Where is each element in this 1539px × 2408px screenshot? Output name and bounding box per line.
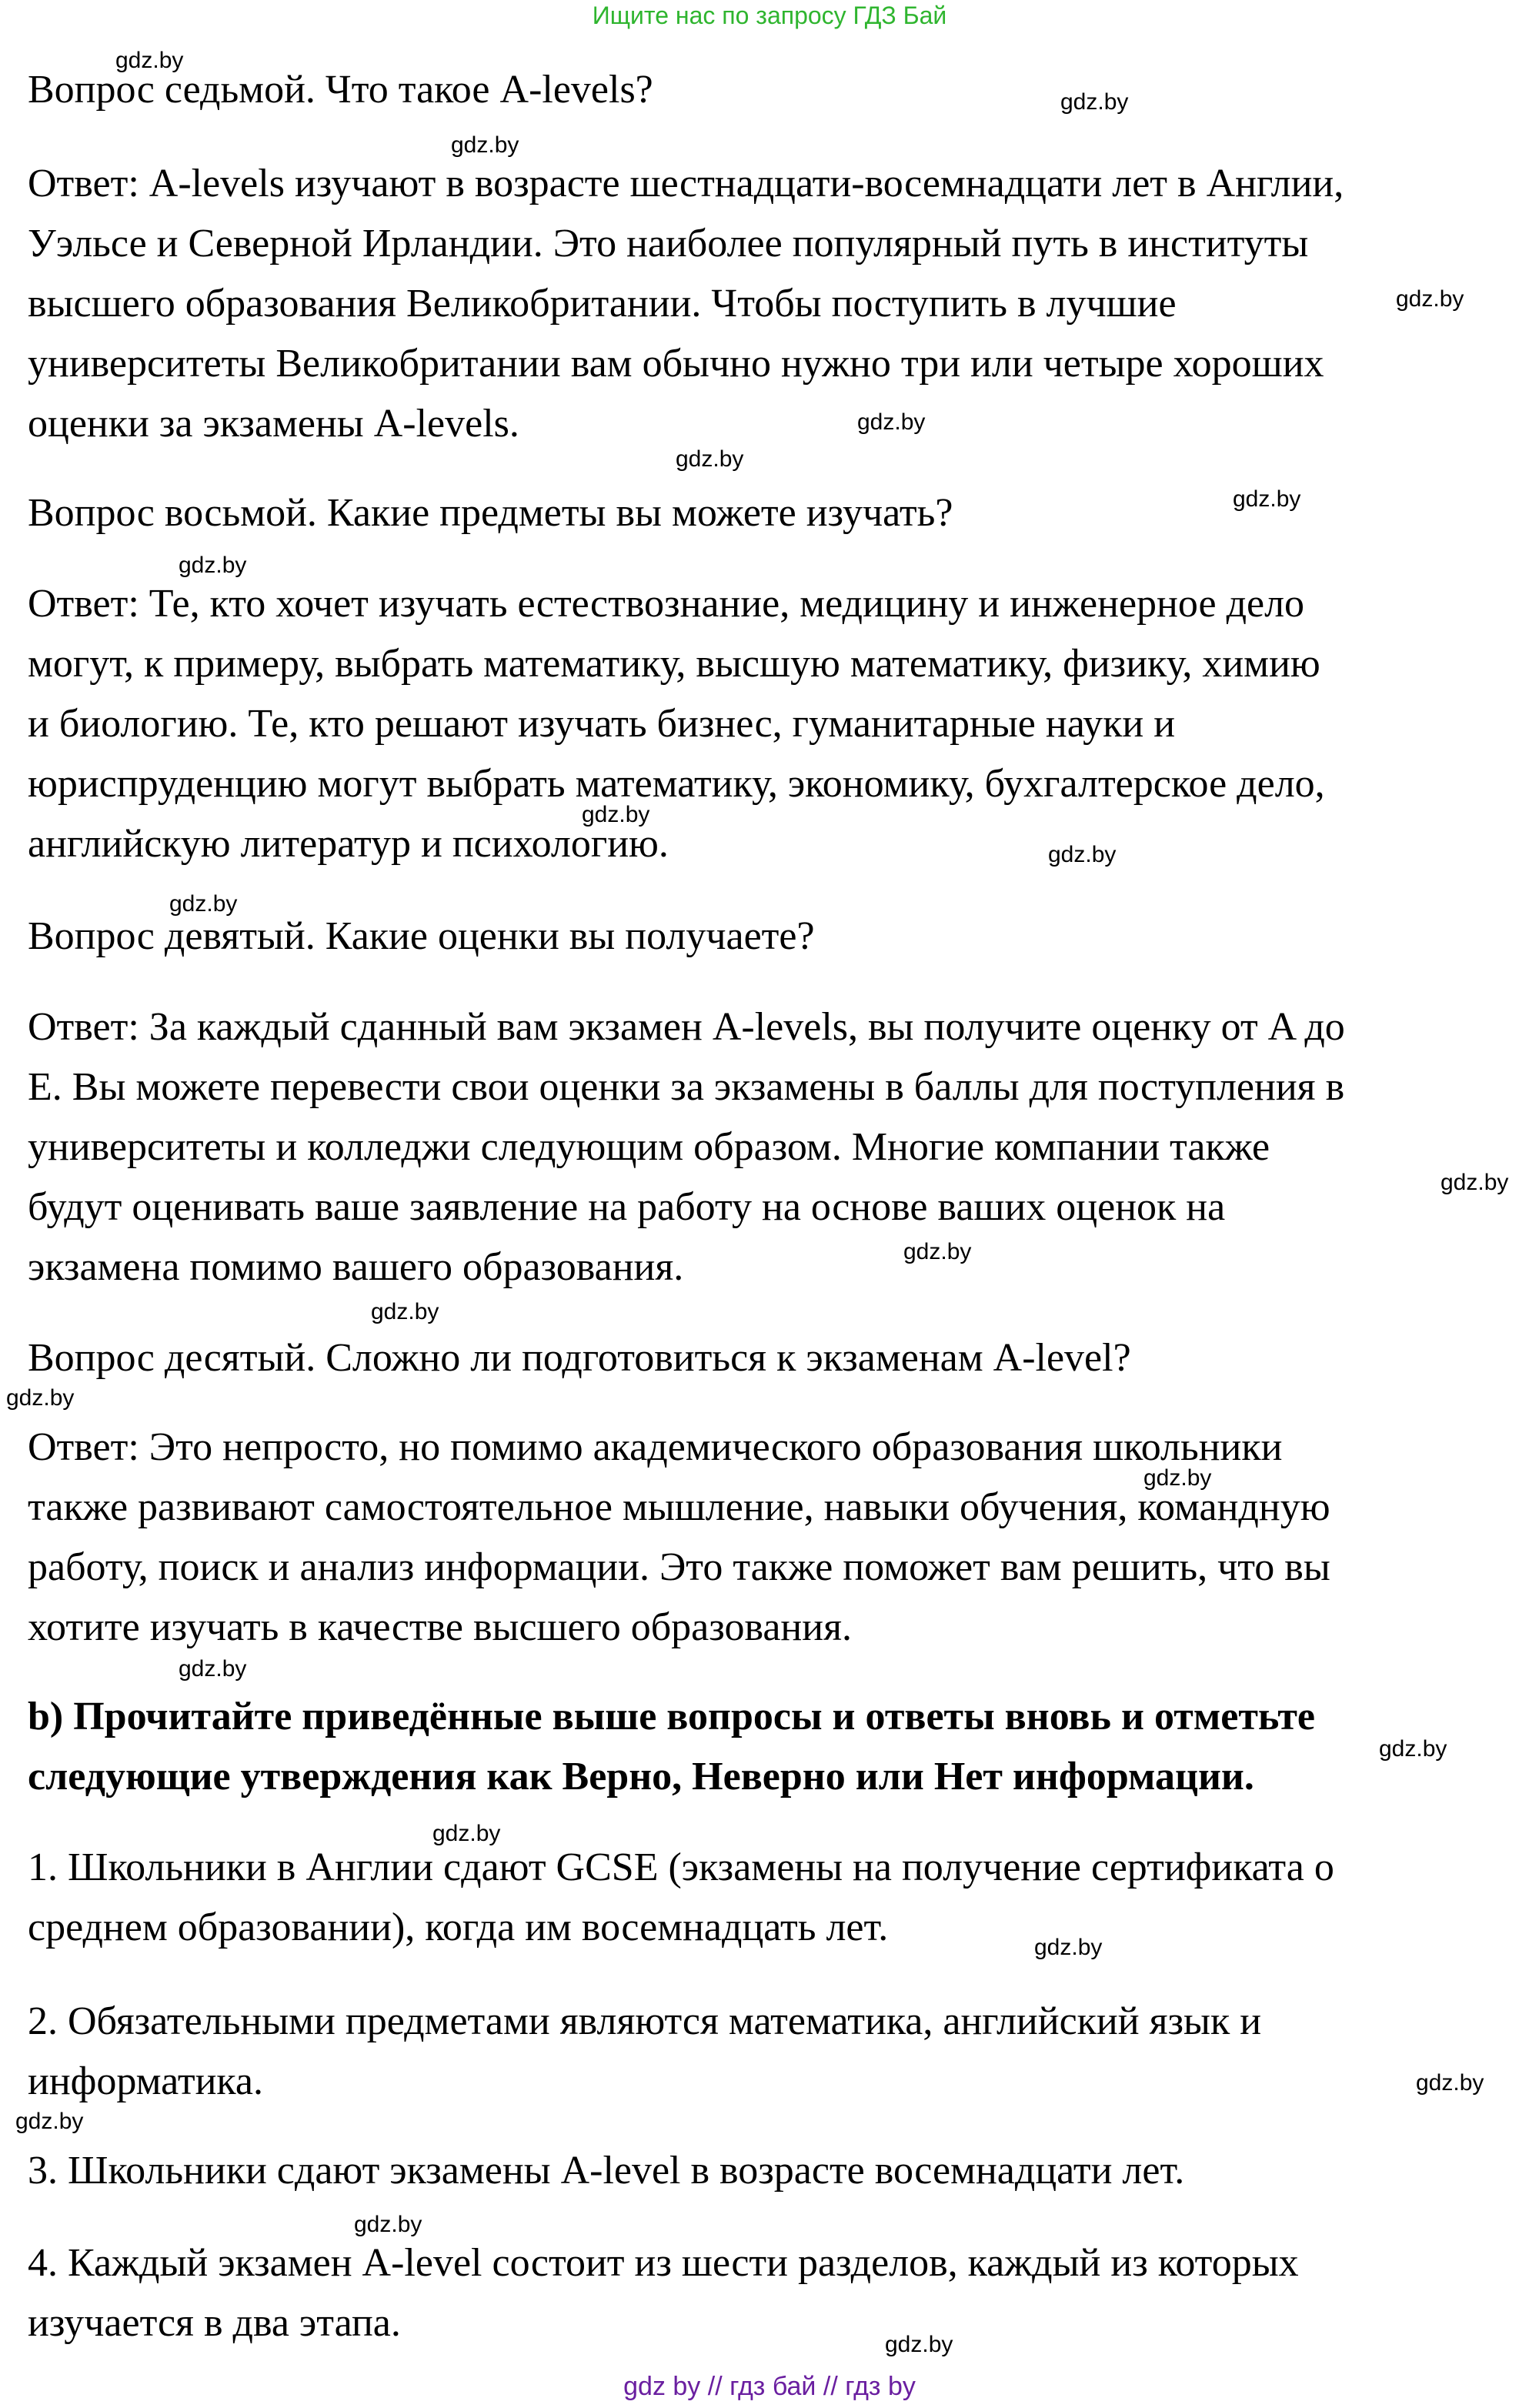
text-line: могут, к примеру, выбрать математику, высшую математику, физику, химию: [28, 642, 1320, 686]
answer-7: [28, 154, 1524, 454]
answer-10: [28, 1418, 1524, 1658]
text-line: Вопрос восьмой. Какие предметы вы можете изучать?: [28, 491, 953, 535]
footer-links[interactable]: gdz by // гдз бай // гдз by: [623, 2372, 916, 2401]
text-line: университеты и колледжи следующим образом. Многие компании также: [28, 1125, 1270, 1169]
text-line: информатика.: [28, 2059, 263, 2103]
text-line: Ответ: Те, кто хочет изучать естествознание, медицину и инженерное дело: [28, 582, 1305, 626]
watermark: gdz.by: [169, 891, 238, 917]
text-line: английскую литератур и психологию.: [28, 822, 669, 866]
watermark: gdz.by: [1060, 89, 1129, 115]
watermark: gdz.by: [1034, 1935, 1103, 1960]
text-line: Ответ: За каждый сданный вам экзамен A-levels, вы получите оценку от A до: [28, 1005, 1345, 1049]
text-line: 3. Школьники сдают экзамены A-level в возрасте восемнадцати лет.: [28, 2149, 1185, 2193]
text-line: работу, поиск и анализ информации. Это также поможет вам решить, что вы: [28, 1545, 1330, 1589]
watermark: gdz.by: [354, 2212, 422, 2237]
statement-1: [28, 1838, 1524, 1958]
question-7: [28, 60, 1524, 120]
text-line: E. Вы можете перевести свои оценки за экзамены в баллы для поступления в: [28, 1065, 1345, 1109]
watermark: gdz.by: [1233, 486, 1301, 512]
statement-4: [28, 2233, 1524, 2353]
text-line: Вопрос седьмой. Что такое A-levels?: [28, 68, 653, 112]
text-line: изучается в два этапа.: [28, 2301, 401, 2345]
watermark: gdz.by: [885, 2332, 953, 2357]
text-line: Ответ: A-levels изучают в возрасте шестнадцати-восемнадцати лет в Англии,: [28, 162, 1344, 205]
question-9: [28, 907, 1524, 967]
text-line: 2. Обязательными предметами являются математика, английский язык и: [28, 1999, 1262, 2043]
statement-2: [28, 1992, 1524, 2112]
header-search-link[interactable]: Ищите нас по запросу ГДЗ Бай: [592, 2, 947, 29]
watermark: gdz.by: [857, 409, 926, 435]
text-line: юриспруденцию могут выбрать математику, экономику, бухгалтерское дело,: [28, 762, 1325, 806]
text-line: и биологию. Те, кто решают изучать бизнес, гуманитарные науки и: [28, 702, 1176, 746]
watermark: gdz.by: [179, 1656, 247, 1682]
text-line: оценки за экзамены A-levels.: [28, 402, 519, 446]
text-line: Ответ: Это непросто, но помимо академического образования школьники: [28, 1425, 1283, 1469]
task-b-instruction: [28, 1687, 1524, 1807]
watermark: gdz.by: [451, 132, 519, 158]
watermark: gdz.by: [1416, 2070, 1484, 2096]
watermark: gdz.by: [582, 802, 650, 827]
watermark: gdz.by: [1396, 286, 1464, 312]
answer-8: [28, 574, 1524, 874]
watermark: gdz.by: [676, 446, 744, 472]
text-line: высшего образования Великобритании. Чтобы поступить в лучшие: [28, 282, 1177, 326]
watermark: gdz.by: [15, 2109, 84, 2134]
text-line: 4. Каждый экзамен A-level состоит из шести разделов, каждый из которых: [28, 2241, 1299, 2285]
text-line: экзамена помимо вашего образования.: [28, 1245, 684, 1289]
watermark: gdz.by: [432, 1821, 501, 1846]
question-10: [28, 1328, 1524, 1388]
watermark: gdz.by: [1379, 1736, 1447, 1762]
text-line: среднем образовании), когда им восемнадцать лет.: [28, 1905, 889, 1949]
statement-3: [28, 2141, 1524, 2201]
watermark: gdz.by: [903, 1239, 972, 1264]
text-line: 1. Школьники в Англии сдают GCSE (экзамены на получение сертификата о: [28, 1845, 1334, 1889]
text-line: Уэльсе и Северной Ирландии. Это наиболее популярный путь в институты: [28, 222, 1309, 266]
text-line: Вопрос десятый. Сложно ли подготовиться к экзаменам A-level?: [28, 1336, 1131, 1380]
watermark: gdz.by: [6, 1385, 75, 1411]
text-line: также развивают самостоятельное мышление, навыки обучения, командную: [28, 1485, 1330, 1529]
answer-9: [28, 997, 1524, 1298]
watermark: gdz.by: [1441, 1170, 1509, 1195]
text-line: b) Прочитайте приведённые выше вопросы и ответы вновь и отметьте: [28, 1695, 1316, 1738]
text-line: хотите изучать в качестве высшего образования.: [28, 1605, 853, 1649]
text-line: будут оценивать ваше заявление на работу на основе ваших оценок на: [28, 1185, 1226, 1229]
text-line: следующие утверждения как Верно, Неверно или Нет информации.: [28, 1755, 1254, 1798]
watermark: gdz.by: [1143, 1465, 1212, 1491]
watermark: gdz.by: [179, 553, 247, 578]
watermark: gdz.by: [371, 1299, 439, 1324]
text-line: Вопрос девятый. Какие оценки вы получаете?: [28, 914, 815, 958]
watermark: gdz.by: [1048, 842, 1117, 867]
watermark: gdz.by: [115, 48, 184, 73]
text-line: университеты Великобритании вам обычно нужно три или четыре хороших: [28, 342, 1324, 386]
